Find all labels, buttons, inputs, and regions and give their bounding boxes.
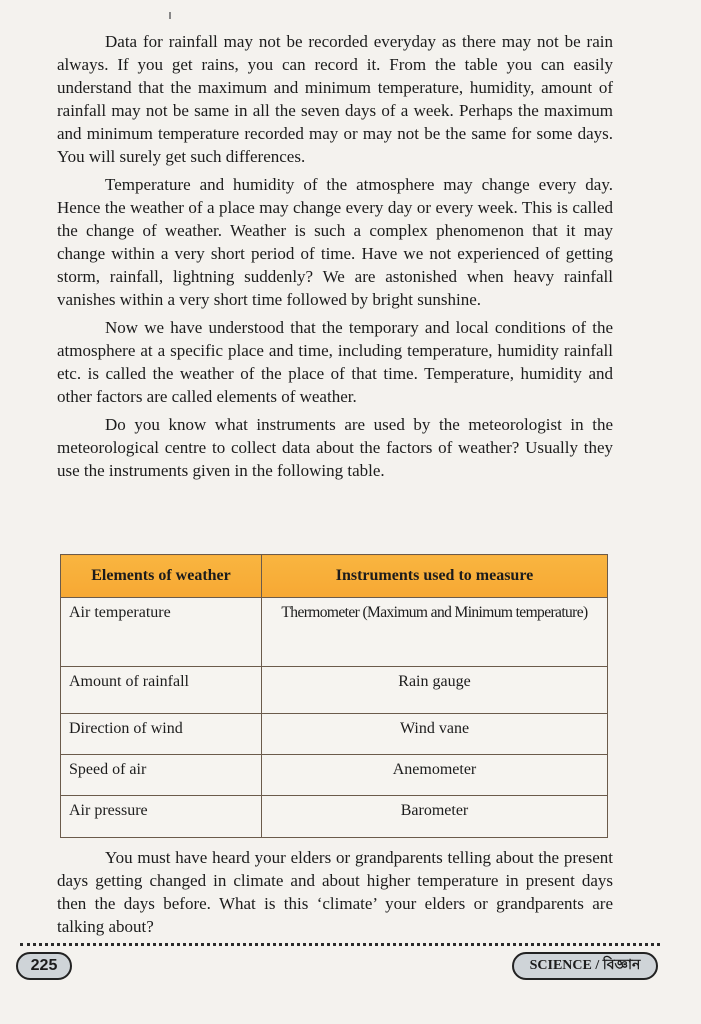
- element-cell: Amount of rainfall: [61, 667, 262, 714]
- weather-instruments-table: [60, 554, 608, 838]
- element-cell: Air pressure: [61, 796, 262, 838]
- table-row: [61, 796, 608, 838]
- footer-dotted-divider: [20, 943, 660, 952]
- paragraph-weather-definition: Now we have understood that the temporary and local conditions of the atmosphere at a specific place and time, including temperature, humidity rainfall etc. is called the weather of the place of that time. Temperature, humidity and other factors are called elements of weather.: [57, 318, 613, 406]
- paragraph-instruments-intro: Do you know what instruments are used by the meteorologist in the meteorological centre to collect data about the factors of weather? Usually they use the instruments given in the following table.: [57, 415, 613, 480]
- element-cell: Speed of air: [61, 755, 262, 796]
- instrument-cell: Thermometer (Maximum and Minimum temperature): [262, 598, 608, 667]
- closing-section: [57, 846, 613, 943]
- table-row: [61, 598, 608, 667]
- element-cell: Direction of wind: [61, 714, 262, 755]
- paragraph-rainfall-data: Data for rainfall may not be recorded everyday as there may not be rain always. If you get rains, you can record it. From the table you can easily understand that the maximum and minimum temperature, humidity, amount of rainfall may not be same in all the seven days of a week. Perhaps the maximum and minimum temperature recorded may or may not be the same for some days. You will surely get such differences.: [57, 32, 613, 166]
- header-instruments: Instruments used to measure: [262, 555, 608, 598]
- instrument-cell: Anemometer: [262, 755, 608, 796]
- element-cell: Air temperature: [61, 598, 262, 667]
- table-row: [61, 714, 608, 755]
- stray-mark: [169, 12, 171, 19]
- page-number-badge: 225: [16, 952, 72, 980]
- paragraph-weather-change: Temperature and humidity of the atmosphere may change every day. Hence the weather of a place may change every day or every week. This is called the change of weather. Weather is such a complex phenomenon that it may change within a very short period of time. Have we not experienced of getting storm, rainfall, lightning suddenly? We are astonished when heavy rainfall vanishes within a very short time followed by bright sunshine.: [57, 175, 613, 309]
- instrument-cell: Rain gauge: [262, 667, 608, 714]
- paragraph-climate-question: You must have heard your elders or grandparents telling about the present days getting changed in climate and about higher temperature in present days then the days before. What is this ‘climate’ your elders or grandparents are talking about?: [57, 848, 613, 936]
- instrument-cell: Wind vane: [262, 714, 608, 755]
- table-row: [61, 755, 608, 796]
- subject-badge: SCIENCE / বিজ্ঞান: [512, 952, 658, 980]
- table-row: [61, 667, 608, 714]
- instrument-cell: Barometer: [262, 796, 608, 838]
- page-body: [57, 30, 613, 487]
- table-header-row: [61, 555, 608, 598]
- header-elements: Elements of weather: [61, 555, 262, 598]
